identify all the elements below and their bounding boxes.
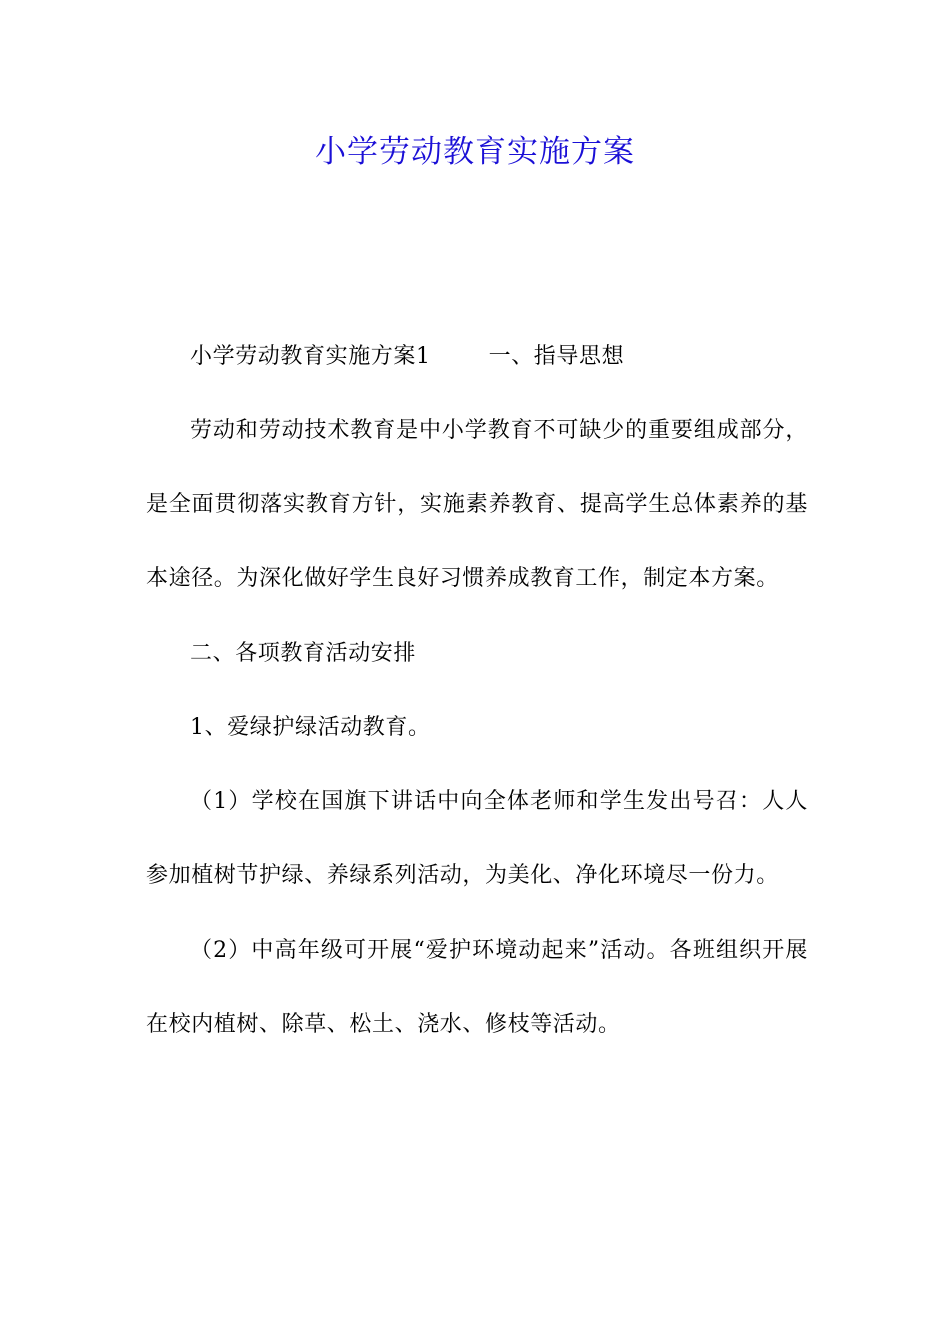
paragraph-intro: 劳动和劳动技术教育是中小学教育不可缺少的重要组成部分，是全面贯彻落实教育方针，实施素养教育、提高学生总体素养的基本途径。为深化做好学生良好习惯养成教育工作，制定本方案。 xyxy=(146,418,808,591)
paragraph-heading-1 xyxy=(146,338,808,375)
document-title: 小学劳动教育实施方案 xyxy=(315,134,635,170)
section-label: 小学劳动教育实施方案1 xyxy=(190,344,431,369)
heading-activities: 二、各项教育活动安排 xyxy=(190,641,417,666)
document-body xyxy=(146,338,808,1081)
paragraph-item-2: （2）中高年级可开展“爱护环境动起来”活动。各班组织开展在校内植树、除草、松土、浇水、修枝等活动。 xyxy=(146,938,808,1037)
heading-guiding-ideology: 一、指导思想 xyxy=(488,344,625,369)
subheading-green-activity: 1、爱绿护绿活动教育。 xyxy=(190,715,431,740)
paragraph-item-1: （1）学校在国旗下讲话中向全体老师和学生发出号召：人人参加植树节护绿、养绿系列活动，为美化、净化环境尽一份力。 xyxy=(146,789,808,888)
